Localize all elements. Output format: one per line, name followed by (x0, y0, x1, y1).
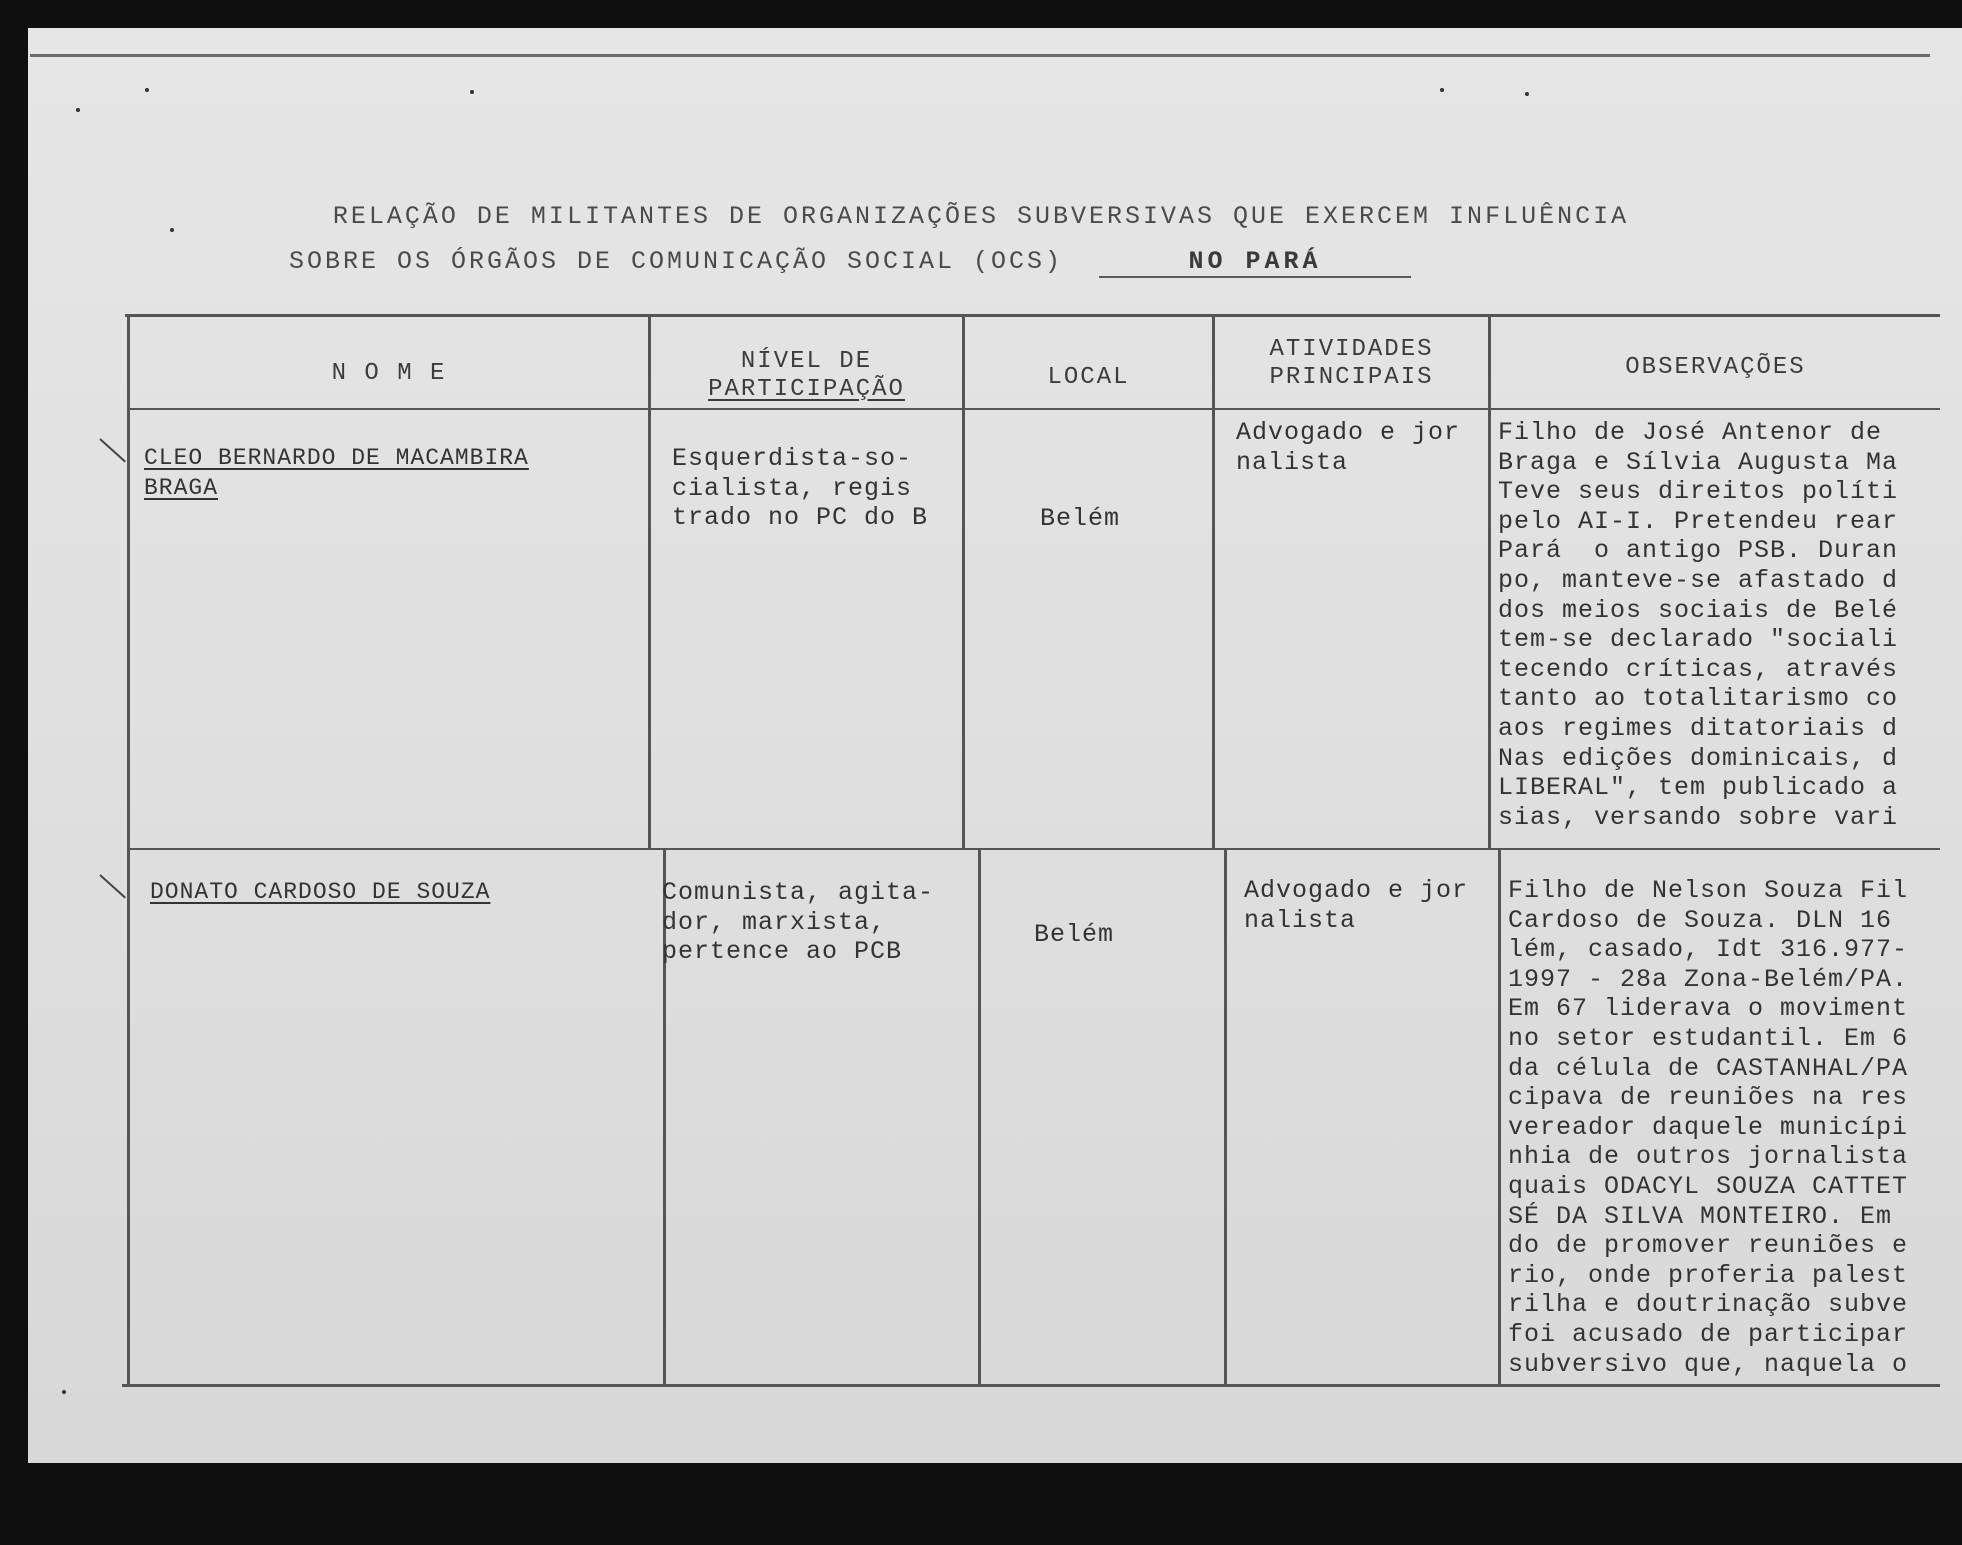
col-divider-4b (1498, 850, 1501, 1386)
table-top-border (125, 314, 1940, 317)
document-title-line2 (250, 247, 1450, 278)
speck (1440, 88, 1444, 92)
header-atividades-line1: ATIVIDADES (1269, 336, 1434, 363)
row1-local: Belém (1040, 504, 1121, 533)
speck (1525, 92, 1529, 96)
header-local: LOCAL (1047, 364, 1130, 391)
top-rule (30, 54, 1930, 57)
header-atividades (1215, 336, 1488, 392)
row2-nivel: Comunista, agita- dor, marxista, pertence ao PCB (662, 878, 935, 967)
col-divider-4a (1488, 314, 1491, 850)
header-observacoes: OBSERVAÇÕES (1625, 354, 1806, 381)
header-bottom-border (128, 408, 1940, 410)
col-divider-2a (962, 314, 965, 850)
col-divider-3b (1224, 850, 1227, 1386)
header-nivel-line2: PARTICIPAÇÃO (708, 376, 905, 403)
row2-observacoes: Filho de Nelson Souza Fil Cardoso de Souza. DLN 16 lém, casado, Idt 316.977- 1997 - 28a Zona-Belém/PA. Em 67 liderava o moviment no setor estudantil. Em 6 da célula de CASTANHAL/PA cipava de reuniões na res vereador daquele municípi nhia de outros jornalista quais ODACYL SOUZA CATTET SÉ DA SILVA MONTEIRO. Em do de promover reuniões e rio, onde proferia palest rilha e doutrinação subve foi acusado de participar subversivo que, naquela o (1508, 876, 1909, 1379)
col-divider-2b (978, 850, 981, 1386)
row2-local: Belém (1034, 920, 1115, 949)
header-nivel-line1: NÍVEL DE (740, 348, 873, 375)
speck (470, 90, 474, 94)
row2-nome-line1: DONATO CARDOSO DE SOUZA (150, 879, 491, 905)
row1-nome-line2: BRAGA (144, 475, 219, 501)
speck (76, 108, 80, 112)
title-place: NO PARÁ (1099, 247, 1411, 278)
row-divider (128, 848, 1940, 850)
row1-observacoes: Filho de José Antenor de Braga e Sílvia Augusta Ma Teve seus direitos políti pelo AI-I. Pretendeu rear Pará o antigo PSB. Duran po, manteve-se afastado d dos meios sociais de Belé tem-se declarado "sociali tecendo críticas, através tanto ao totalitarismo co aos regimes ditatoriais d Nas edições dominicais, d LIBERAL", tem publicado a sias, versando sobre vari (1498, 418, 1899, 832)
title-ocs: SOBRE OS ÓRGÃOS DE COMUNICAÇÃO SOCIAL (OCS) (288, 247, 1064, 276)
row1-atividades: Advogado e jor nalista (1236, 418, 1461, 477)
row2-atividades: Advogado e jor nalista (1244, 876, 1469, 935)
header-nivel (651, 348, 962, 404)
table-bottom-border (122, 1384, 1940, 1387)
row1-nome-line1: CLEO BERNARDO DE MACAMBIRA (144, 445, 529, 471)
speck (62, 1390, 66, 1394)
table-left-border (127, 314, 130, 1386)
header-atividades-line2: PRINCIPAIS (1269, 364, 1434, 391)
header-nome: N O M E (331, 360, 447, 387)
document-title-line1: RELAÇÃO DE MILITANTES DE ORGANIZAÇÕES SUBVERSIVAS QUE EXERCEM INFLUÊNCIA (332, 202, 1630, 231)
speck (145, 88, 149, 92)
col-divider-3a (1212, 314, 1215, 850)
row1-nivel: Esquerdista-so- cialista, regis trado no PC do B (672, 444, 929, 533)
